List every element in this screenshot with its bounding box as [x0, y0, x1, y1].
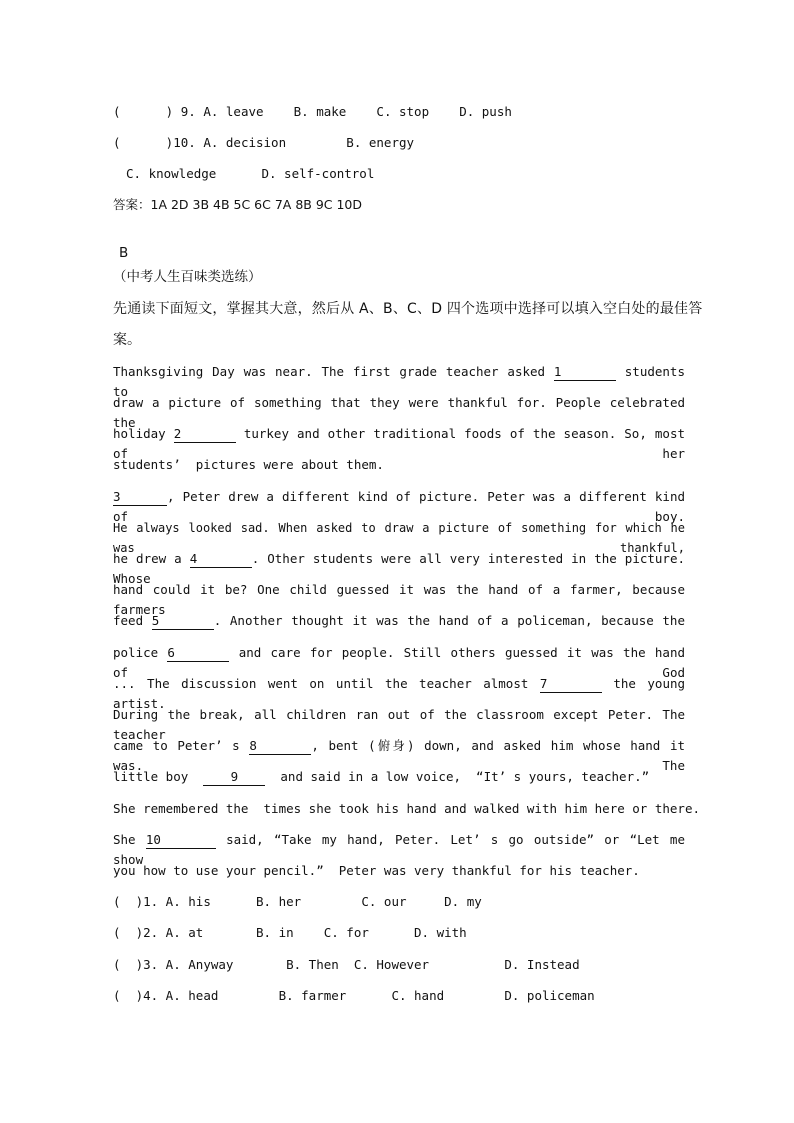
question-text: 2. A. at B. in C. for D. with [143, 925, 467, 940]
passage-line: little boy 9 and said in a low voice, “It’ s yours, teacher.” [113, 769, 650, 784]
passage-line: Thanksgiving Day was near. The first grade teacher asked 1 students to [113, 364, 685, 399]
answer-paren: ( ) [113, 988, 144, 1003]
blank-8: 8 [249, 738, 311, 755]
passage-line: he drew a 4 . Other students were all very interested in the picture. Whose [113, 551, 686, 586]
passage-line: 3 , Peter drew a different kind of picture. Peter was a different kind of boy. [113, 489, 685, 524]
question-2 [113, 923, 685, 943]
question-text: 10. A. decision B. energy [173, 135, 415, 150]
answer-paren: ( ) [113, 104, 174, 119]
passage-line: holiday 2 turkey and other traditional foods of the season. So, most of her [113, 426, 686, 461]
passage-line: She remembered the times she took his hand and walked with him here or there. [113, 801, 700, 816]
question-4 [113, 986, 685, 1006]
answer-key: 答案：1A 2D 3B 4B 5C 6C 7A 8B 9C 10D [113, 197, 363, 212]
question-10 [113, 133, 685, 153]
blank-1: 1 [554, 364, 616, 381]
question-9 [113, 102, 685, 122]
question-text: 9. A. leave B. make C. stop D. push [180, 104, 512, 119]
answer-paren: ( ) [113, 135, 174, 150]
blank-2: 2 [174, 426, 236, 443]
blank-7: 7 [540, 676, 602, 693]
question-1 [113, 892, 685, 912]
passage-line: She 10 said, “Take my hand, Peter. Let’ s go outside” or “Let me show [113, 832, 685, 867]
question-text: 1. A. his B. her C. our D. my [143, 894, 482, 909]
blank-10: 10 [146, 832, 216, 849]
blank-4: 4 [190, 551, 252, 568]
passage-line: students’ pictures were about them. [113, 457, 384, 472]
answer-paren: ( ) [113, 894, 144, 909]
passage-line: hand could it be? One child guessed it was the hand of a farmer, because farmers [113, 582, 685, 617]
answer-paren: ( ) [113, 925, 144, 940]
instruction-line-1: 先通读下面短文，掌握其大意，然后从 A、B、C、D 四个选项中选择可以填入空白处的最佳答 [113, 301, 703, 317]
question-text: 3. A. Anyway B. Then C. However D. Instead [143, 957, 580, 972]
passage-line: draw a picture of something that they were thankful for. People celebrated the [113, 395, 685, 430]
passage-line: During the break, all children ran out of the classroom except Peter. The teacher [113, 707, 685, 742]
passage-line: you how to use your pencil.” Peter was very thankful for his teacher. [113, 863, 640, 878]
instruction-line-2: 案。 [113, 332, 141, 348]
passage-line: He always looked sad. When asked to draw a picture of something for which he was thankful, [113, 521, 685, 555]
blank-5: 5 [152, 613, 214, 630]
passage-line: ... The discussion went on until the teacher almost 7 the young artist. [113, 676, 686, 711]
answer-paren: ( ) [113, 957, 144, 972]
question-text: 4. A. head B. farmer C. hand D. policeman [143, 988, 595, 1003]
question-3 [113, 955, 685, 975]
blank-6: 6 [167, 645, 229, 662]
passage-line: police 6 and care for people. Still others guessed it was the hand of God [113, 645, 685, 680]
question-10-options: C. knowledge D. self-control [126, 166, 375, 181]
blank-3: 3 [113, 489, 167, 506]
section-category: （中考人生百味类选练） [113, 269, 262, 285]
section-label: B [119, 245, 129, 261]
passage-line: feed 5 . Another thought it was the hand of a policeman, because the [113, 613, 685, 628]
blank-9: 9 [203, 769, 265, 786]
passage-line: came to Peter’ s 8 , bent (俯身) down, and asked him whose hand it was. The [113, 738, 685, 773]
